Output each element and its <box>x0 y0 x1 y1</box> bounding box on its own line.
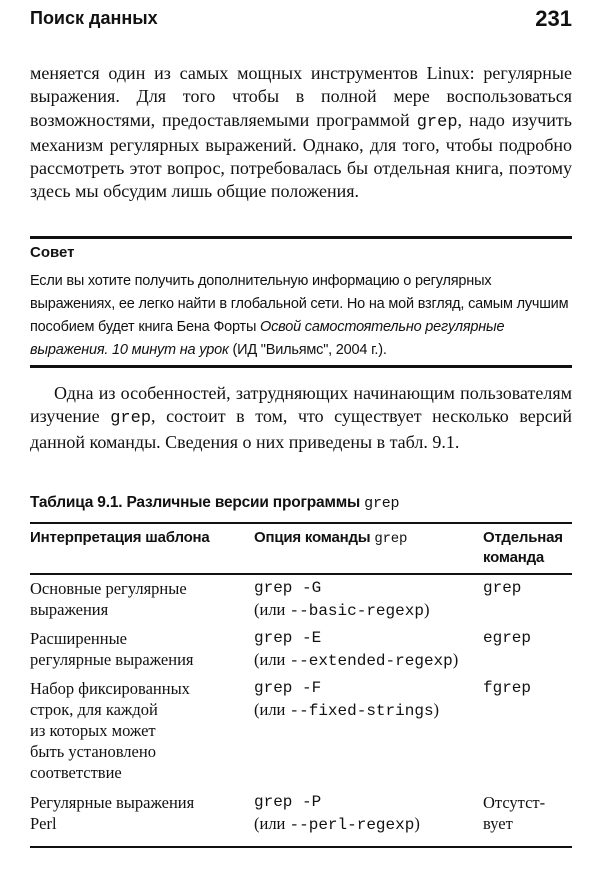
tip-title: Совет <box>30 244 75 261</box>
command-text: вует <box>483 814 513 833</box>
paren-close: ) <box>452 650 459 669</box>
cell-line: соответствие <box>30 763 122 782</box>
tip-top-rule <box>30 236 572 239</box>
cell-interpretation <box>30 792 248 834</box>
cell-command <box>483 578 575 599</box>
table-bottom-rule <box>30 846 572 848</box>
cell-line: быть установлено <box>30 742 156 761</box>
table-header-command <box>483 528 575 568</box>
paragraph-versions-text-2: , состоит в том, что существует несколько версий данной команды. Сведения о них приведены в табл. 9.1. <box>30 406 572 452</box>
paragraph-intro-text-2: , надо изучить механизм регулярных выражений. Однако, для того, чтобы подробно рассмотреть этот вопрос, потребовалась бы отдельная книга, поэтому здесь мы обсудим лишь общие положения. <box>30 109 573 202</box>
cell-option <box>254 628 482 672</box>
option-long-form <box>254 649 482 672</box>
paren-open: (или <box>254 650 290 669</box>
cell-interpretation <box>30 678 248 783</box>
paren-open: (или <box>254 814 290 833</box>
cell-line: выражения <box>30 600 109 619</box>
option-long-form <box>254 813 482 836</box>
cell-line: Основные регулярные <box>30 579 187 598</box>
cell-line: Набор фиксированных <box>30 679 190 698</box>
cell-line: регулярные выражения <box>30 650 194 669</box>
cell-interpretation <box>30 578 248 620</box>
table-header-command-line-2: команда <box>483 549 545 566</box>
section-title: Поиск данных <box>30 8 158 28</box>
paragraph-versions-text-1: Одна из особенностей, затрудняющих начинающим пользователям изучение <box>30 383 572 427</box>
tip-text-2: (ИД "Вильямс", 2004 г.). <box>228 342 387 358</box>
option-long-form <box>254 599 482 622</box>
tip-bottom-rule <box>30 365 572 368</box>
table-header-option-code: grep <box>374 531 408 547</box>
paren-open: (или <box>254 700 290 719</box>
paragraph-intro <box>30 62 572 204</box>
cell-command <box>483 678 575 699</box>
cell-line: Perl <box>30 814 57 833</box>
table-caption-code: grep <box>364 495 400 512</box>
option-long-code: --perl-regexp <box>289 816 415 834</box>
cell-command <box>483 628 575 649</box>
inline-code-grep: grep <box>110 409 152 429</box>
table-caption <box>30 494 399 512</box>
page-number: 231 <box>535 6 572 31</box>
table-top-rule <box>30 522 572 524</box>
table-caption-text: Таблица 9.1. Различные версии программы <box>30 494 365 511</box>
option-code: grep -E <box>254 629 322 647</box>
table-header-rule <box>30 573 572 575</box>
cell-line: Регулярные выражения <box>30 793 195 812</box>
paren-close: ) <box>433 700 440 719</box>
option-long-code: --extended-regexp <box>289 652 453 670</box>
table-header-command-line-1: Отдельная <box>483 529 563 546</box>
command-code: grep <box>483 579 522 597</box>
cell-line: строк, для каждой <box>30 700 158 719</box>
paragraph-intro-text-1: меняется один из самых мощных инструментов Linux: регулярные выражения. Для того чтобы в полной мере воспользоваться возможностями, предоставляемыми программой <box>30 63 572 130</box>
option-long-code: --basic-regexp <box>289 602 424 620</box>
table-header-option <box>254 528 482 549</box>
cell-line: Расширенные <box>30 629 128 648</box>
cell-option <box>254 792 482 836</box>
option-code: grep -F <box>254 679 322 697</box>
command-code: egrep <box>483 629 532 647</box>
cell-line: из которых может <box>30 721 156 740</box>
command-code: fgrep <box>483 679 532 697</box>
tip-text-1: Если вы хотите получить дополнительную информацию о регулярных выражениях, ее легко найти в глобальной сети. Но на мой взгляд, самым лучшим пособием будет книга Бена Форты <box>30 273 569 335</box>
cell-command <box>483 792 575 834</box>
table-header-option-text: Опция команды <box>254 529 375 546</box>
command-text: Отсутст- <box>483 793 546 812</box>
paren-close: ) <box>414 814 420 833</box>
tip-book-title: Освой самостоятельно регулярные выражения. 10 минут на урок <box>30 319 505 358</box>
option-long-form <box>254 699 482 722</box>
paren-close: ) <box>423 600 430 619</box>
cell-option <box>254 678 482 722</box>
paren-open: (или <box>254 600 290 619</box>
tip-text <box>30 270 572 362</box>
cell-option <box>254 578 482 622</box>
inline-code-grep: grep <box>416 112 458 132</box>
paragraph-versions <box>30 382 572 454</box>
option-code: grep -P <box>254 793 322 811</box>
option-long-code: --fixed-strings <box>289 702 434 720</box>
option-code: grep -G <box>254 579 322 597</box>
running-header <box>30 6 572 32</box>
cell-interpretation <box>30 628 248 670</box>
table-header-interpretation: Интерпретация шаблона <box>30 529 210 546</box>
